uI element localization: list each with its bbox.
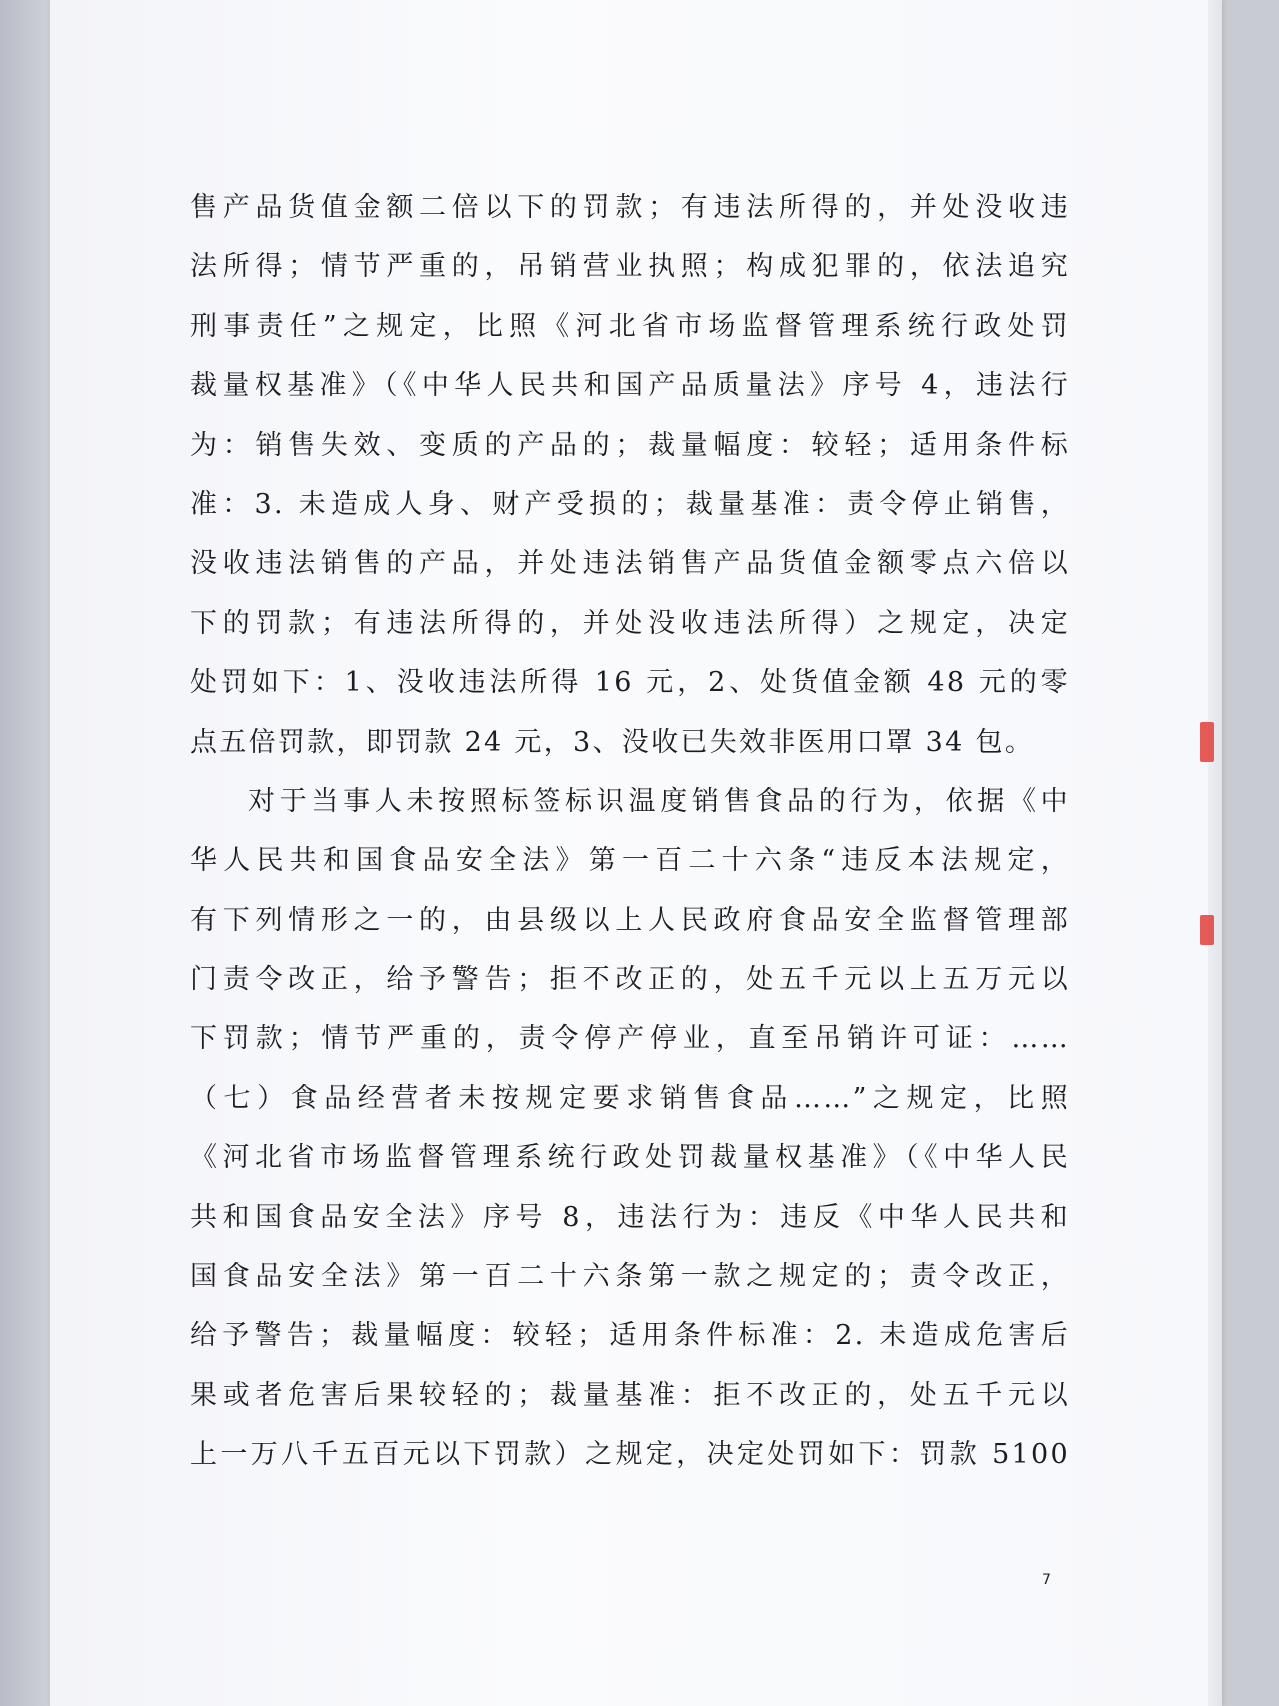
page-edge: [1208, 0, 1222, 1706]
text-line: 给予警告；裁量幅度：较轻；适用条件标准：2. 未造成危害后: [190, 1320, 1070, 1352]
text-line: 处罚如下：1、没收违法所得 16 元，2、处货值金额 48 元的零: [190, 667, 1070, 699]
text-line: 有下列情形之一的，由县级以上人民政府食品安全监督管理部: [190, 904, 1070, 936]
text-line: （七）食品经营者未按规定要求销售食品……”之规定，比照: [190, 1082, 1070, 1114]
text-line: 准：3. 未造成人身、财产受损的；裁量基准：责令停止销售，: [190, 488, 1070, 520]
text-line: 门责令改正，给予警告；拒不改正的，处五千元以上五万元以: [190, 964, 1070, 996]
text-line: 共和国食品安全法》序号 8，违法行为：违反《中华人民共和: [190, 1201, 1070, 1233]
seal-edge-mark-2: [1200, 915, 1214, 945]
text-line: 售产品货值金额二倍以下的罚款；有违法所得的，并处没收违: [190, 192, 1070, 223]
text-line: 对于当事人未按照标签标识温度销售食品的行为，依据《中: [248, 785, 1070, 817]
seal-edge-mark-1: [1200, 722, 1214, 762]
text-line: 华人民共和国食品安全法》第一百二十六条“违反本法规定，: [190, 845, 1070, 877]
body-text: [190, 178, 1070, 1485]
page-number: 7: [1042, 1572, 1051, 1588]
text-line: 刑事责任”之规定，比照《河北省市场监督管理系统行政处罚: [190, 310, 1070, 342]
text-line: 果或者危害后果较轻的；裁量基准：拒不改正的，处五千元以: [190, 1379, 1070, 1411]
text-line: 法所得；情节严重的，吊销营业执照；构成犯罪的，依法追究: [190, 251, 1070, 283]
text-line: 点五倍罚款，即罚款 24 元，3、没收已失效非医用口罩 34 包。: [190, 726, 1035, 758]
text-line: 下的罚款；有违法所得的，并处没收违法所得）之规定，决定: [190, 607, 1070, 639]
text-line: 《河北省市场监督管理系统行政处罚裁量权基准》（《中华人民: [190, 1142, 1070, 1174]
text-line: 为：销售失效、变质的产品的；裁量幅度：较轻；适用条件标: [190, 429, 1070, 461]
text-line: 上一万八千五百元以下罚款）之规定，决定处罚如下：罚款 5100: [190, 1439, 1070, 1471]
text-line: 没收违法销售的产品，并处违法销售产品货值金额零点六倍以: [190, 548, 1070, 580]
text-line: 下罚款；情节严重的，责令停产停业，直至吊销许可证：……: [190, 1023, 1070, 1055]
text-line: 国食品安全法》第一百二十六条第一款之规定的；责令改正，: [190, 1261, 1070, 1293]
text-line: 裁量权基准》（《中华人民共和国产品质量法》序号 4，违法行: [190, 370, 1070, 402]
